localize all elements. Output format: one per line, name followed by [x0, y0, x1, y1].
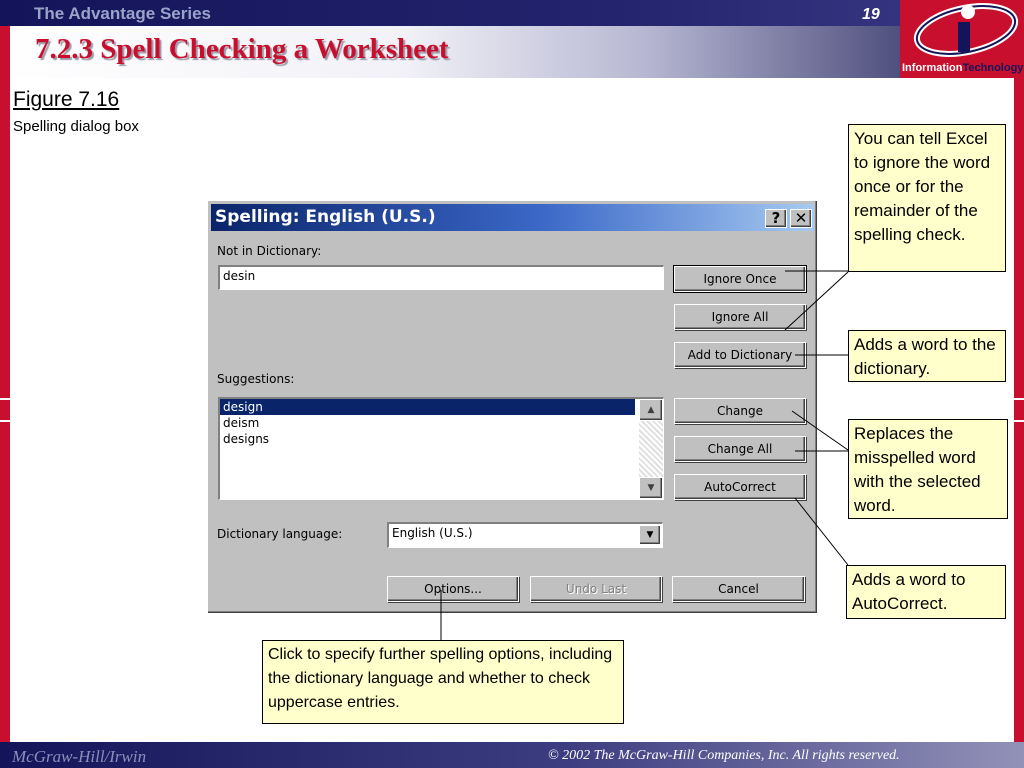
dictionary-language-select[interactable]: [387, 522, 663, 548]
add-to-dictionary-button[interactable]: Add to Dictionary: [674, 342, 806, 368]
dictionary-language-label: Dictionary language:: [217, 527, 343, 541]
not-in-dictionary-field[interactable]: desin: [218, 265, 664, 290]
dictionary-language-value: English (U.S.): [392, 526, 473, 540]
scroll-down-icon[interactable]: ▼: [639, 477, 663, 499]
suggestions-listbox[interactable]: [218, 397, 664, 500]
accent-stripe: [0, 420, 10, 422]
footer-copyright: © 2002 The McGraw-Hill Companies, Inc. All rights reserved.: [548, 748, 900, 763]
accent-stripe: [0, 398, 10, 400]
logo-text: [902, 62, 1023, 74]
cancel-button[interactable]: Cancel: [672, 576, 805, 602]
callout-change: Replaces the misspelled word with the selected word.: [848, 419, 1008, 519]
callout-ignore: You can tell Excel to ignore the word once or for the remainder of the spelling check.: [848, 124, 1006, 272]
right-accent-bar: [1014, 78, 1024, 742]
left-accent-bar: [0, 26, 10, 742]
ignore-all-button[interactable]: Ignore All: [674, 304, 806, 330]
chevron-down-icon[interactable]: ▼: [639, 525, 661, 545]
dialog-titlebar[interactable]: [211, 204, 814, 231]
undo-last-button[interactable]: Undo Last: [530, 576, 662, 602]
suggestions-scrollbar[interactable]: [639, 399, 663, 499]
footer-publisher: McGraw-Hill/Irwin: [12, 747, 147, 766]
ignore-once-button[interactable]: Ignore Once: [674, 266, 806, 292]
callout-autocorrect: Adds a word to AutoCorrect.: [846, 565, 1006, 619]
autocorrect-button[interactable]: AutoCorrect: [674, 474, 806, 500]
series-title: The Advantage Series: [34, 4, 211, 23]
callout-add-dictionary: Adds a word to the dictionary.: [848, 330, 1006, 382]
options-button[interactable]: Options...: [387, 576, 519, 602]
not-in-dictionary-label: Not in Dictionary:: [217, 244, 322, 258]
logo-text-a: Information: [902, 62, 963, 74]
close-button[interactable]: ✕: [790, 209, 812, 228]
accent-stripe: [1014, 398, 1024, 400]
callout-options: Click to specify further spelling options, including the dictionary language and whether to check uppercase entries.: [262, 640, 624, 724]
logo-text-b: Technology: [962, 62, 1024, 74]
suggestion-item[interactable]: design: [220, 399, 635, 415]
suggestion-item[interactable]: deism: [223, 416, 260, 430]
change-all-button[interactable]: Change All: [674, 436, 806, 462]
figure-label: Figure 7.16: [13, 88, 120, 111]
change-button[interactable]: Change: [674, 398, 806, 424]
slide-number: 19: [862, 6, 880, 23]
suggestion-item[interactable]: designs: [223, 432, 270, 446]
scroll-up-icon[interactable]: ▲: [639, 399, 663, 421]
slide-title: 7.2.3 Spell Checking a Worksheet: [35, 33, 449, 65]
dialog-title: Spelling: English (U.S.): [215, 207, 436, 227]
accent-stripe: [1014, 420, 1024, 422]
suggestions-label: Suggestions:: [217, 372, 295, 386]
help-button[interactable]: ?: [765, 209, 787, 228]
spelling-dialog: [207, 200, 818, 614]
figure-caption: Spelling dialog box: [13, 118, 139, 135]
